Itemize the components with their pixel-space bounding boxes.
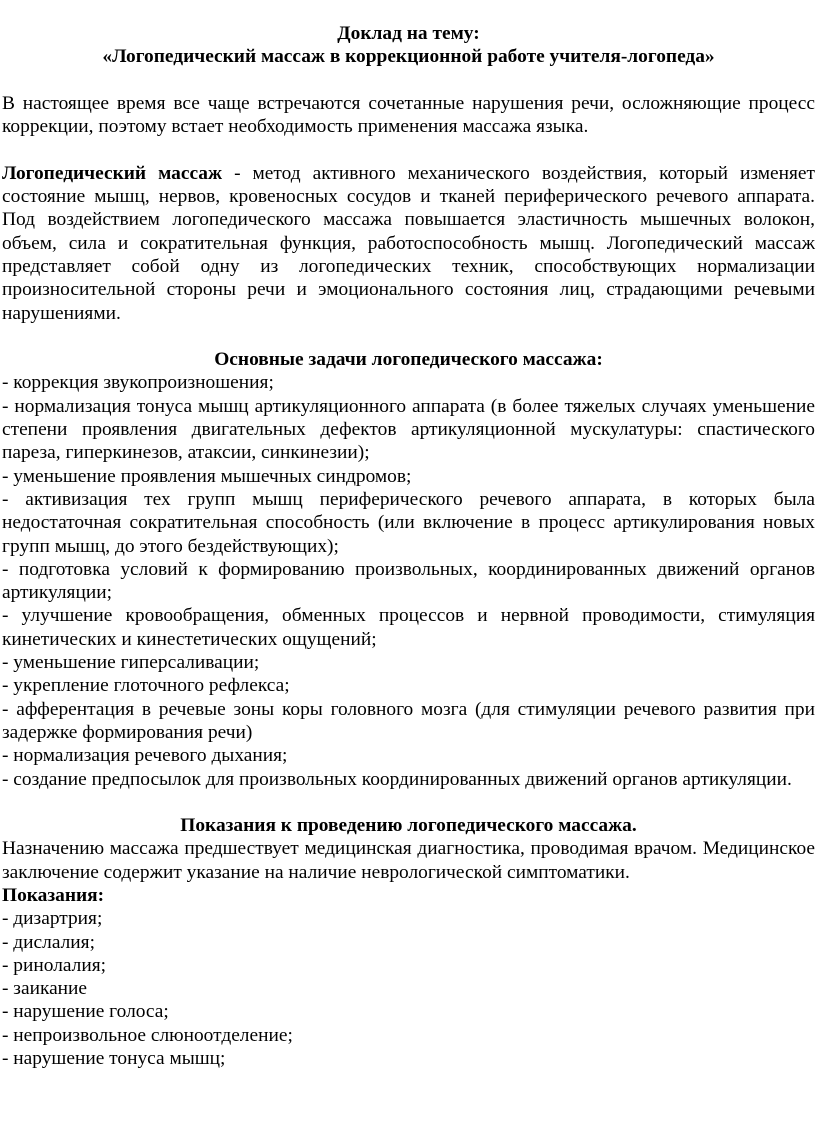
tasks-list-item: - уменьшение гиперсаливации; [2,652,260,674]
spacer [2,138,815,161]
report-title-line-1: Доклад на тему: [337,23,480,44]
intro-paragraph: В настоящее время все чаще встречаются сочетанные нарушения речи, осложняющие процесс коррекции, поэтому встает необходимость применения массажа языка. [2,92,815,138]
tasks-list-item: - афферентация в речевые зоны коры головного мозга (для стимуляции речевого развития при задержке формирования речи) [2,698,815,743]
document-page [0,22,816,1070]
definition-text: - метод активного механического воздействия, который изменяет состояние мышц, нервов, кровеносных сосудов и тканей периферического речевого аппарата. Под воздействием логопедического массажа повышается эластичность мышечных волокон, объем, сила и сократительная функция, работоспособность мышц. Логопедический массаж представляет собой одну из логопедических техник, способствующих нормализации произносительной стороны речи и эмоционального состояния лиц, страдающими речевыми нарушениями. [2,162,815,324]
tasks-list-item: - улучшение кровообращения, обменных процессов и нервной проводимости, стимуляция кинетических и кинестетических ощущений; [2,605,815,650]
indications-paragraph: Назначению массажа предшествует медицинская диагностика, проводимая врачом. Медицинское заключение содержит указание на наличие неврологической симптоматики. [2,838,815,883]
tasks-list-item: - укрепление глоточного рефлекса; [2,675,290,697]
indications-list-item: - заикание [2,978,88,1000]
tasks-list-item: - нормализация тонуса мышц артикуляционного аппарата (в более тяжелых случаях уменьшение степени проявления двигательных дефектов артикуляционной мускулатуры: спастического пареза, гиперкинезов, атаксии, синкинезии); [2,395,815,464]
spacer [2,791,815,814]
tasks-list-item: - уменьшение проявления мышечных синдромов; [2,465,412,487]
indications-list-item: - дизартрия; [2,908,103,930]
definition-term: Логопедический массаж [2,162,223,184]
spacer [2,69,815,92]
spacer [2,325,815,348]
tasks-list-item: - подготовка условий к формированию произвольных, координированных движений органов артикуляции; [2,558,815,604]
indications-list-item: - ринолалия; [2,954,107,976]
tasks-heading: Основные задачи логопедического массажа: [214,349,603,371]
indications-list-item: - нарушение голоса; [2,1001,169,1023]
indications-list-item: - непроизвольное слюноотделение; [2,1024,293,1046]
indications-list-item: - нарушение тонуса мышц; [2,1048,226,1070]
indications-heading: Показания к проведению логопедического массажа. [180,815,637,837]
indications-list-item: - дислалия; [2,931,95,953]
report-title-line-2: «Логопедический массаж в коррекционной работе учителя-логопеда» [102,46,715,68]
tasks-list-item: - нормализация речевого дыхания; [2,745,288,767]
tasks-list-item: - активизация тех групп мышц периферического речевого аппарата, в которых была недостаточная сократительная способность (или включение в процесс артикулирования новых групп мышц, до этого бездействующих); [2,488,815,557]
indications-label: Показания: [2,884,105,906]
tasks-list-item: - создание предпосылок для произвольных координированных движений органов артикуляции. [2,768,792,790]
definition-paragraph [2,162,815,325]
tasks-list-item: - коррекция звукопроизношения; [2,372,274,394]
